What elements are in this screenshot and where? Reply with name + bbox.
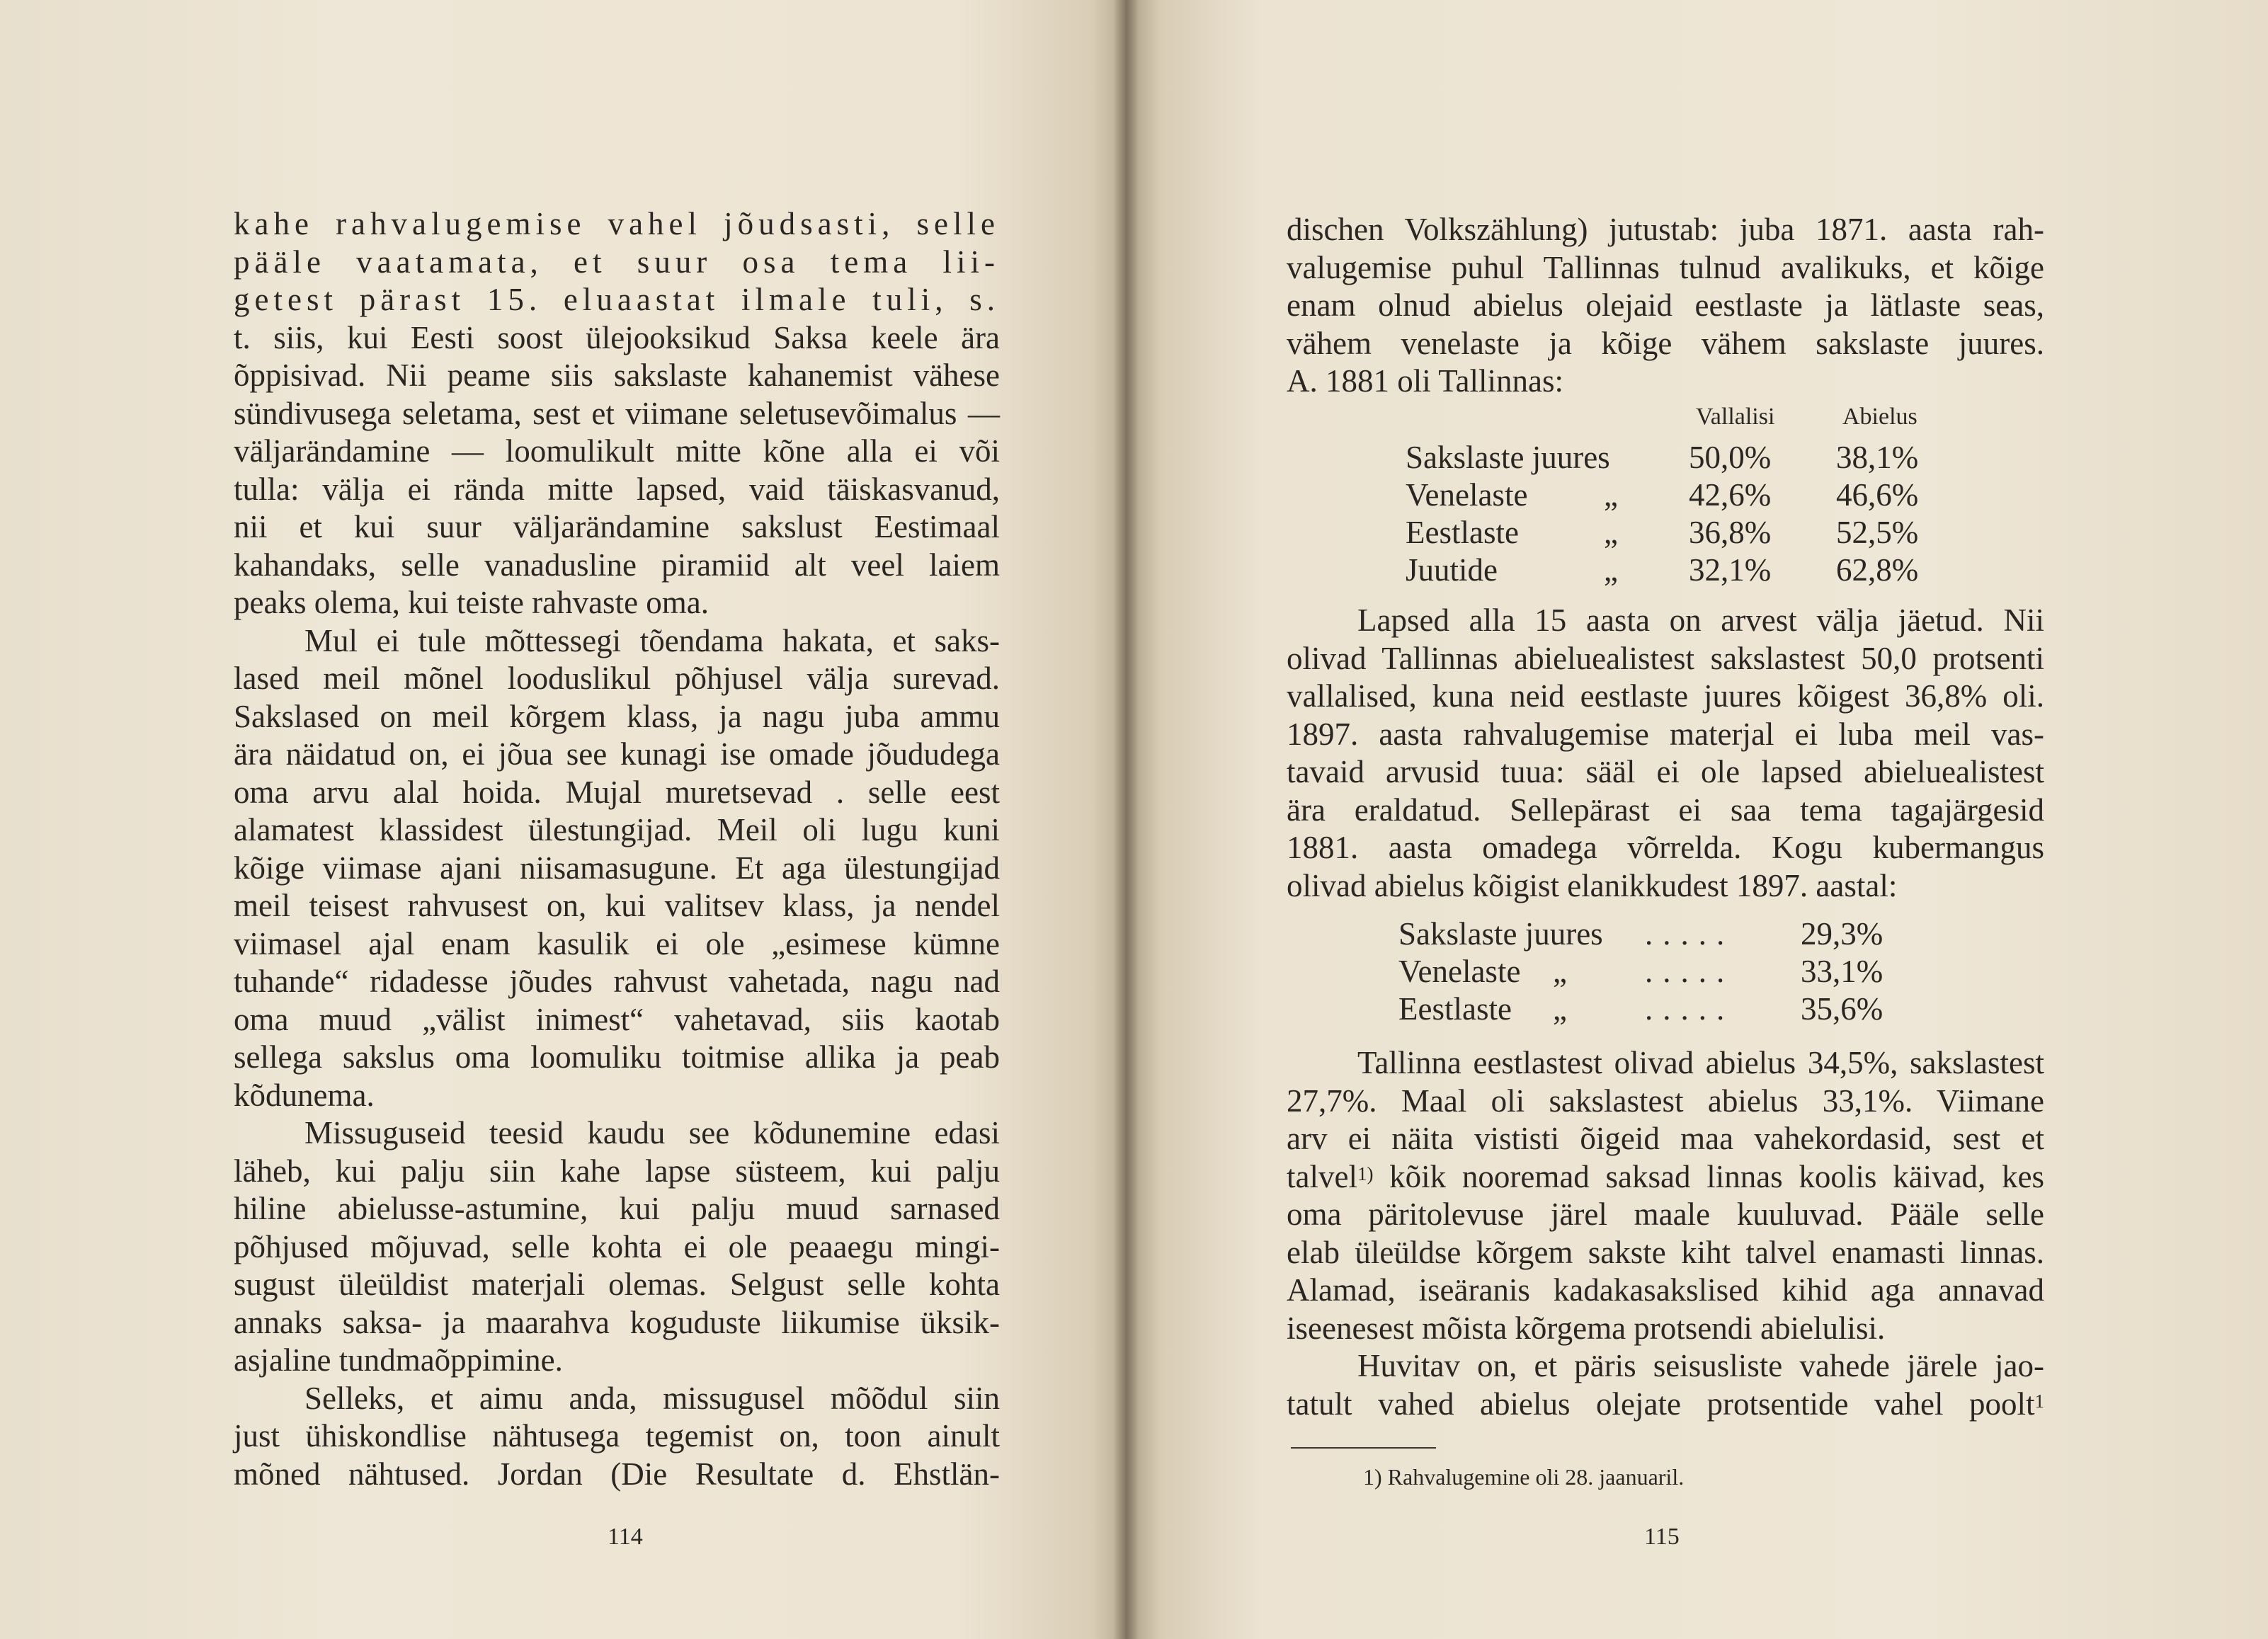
text-line: 1881. aasta omadega võrrelda. Kogu kubermangus bbox=[1287, 830, 2044, 865]
text-line: hiline abielusse-astumine, kui palju muud sarnased bbox=[234, 1191, 1000, 1226]
footnote-divider bbox=[1291, 1447, 1436, 1449]
text-fragment: tatult vahed abielus olejate protsentide vahel poolt bbox=[1287, 1386, 2035, 1422]
text-line: 27,7%. Maal oli sakslastest abielus 33,1%. Viimane bbox=[1287, 1083, 2044, 1119]
cell-single: 36,8% bbox=[1689, 515, 1772, 550]
text-line: peaks olema, kui teiste rahvaste oma. bbox=[234, 585, 710, 620]
table-row bbox=[1398, 915, 1937, 953]
row-label: Eestlaste bbox=[1398, 991, 1512, 1027]
leader-dots: ..... bbox=[1645, 991, 1735, 1027]
text-line: tavaid arvusid tuua: sääl ei ole lapsed abieluealistest bbox=[1287, 754, 2044, 789]
text-line: põhjused mõjuvad, selle kohta ei ole peaaegu mingi- bbox=[234, 1228, 1000, 1264]
row-label: Juutide bbox=[1406, 552, 1498, 588]
table-row bbox=[1406, 514, 1986, 552]
text-line: ära näidatud on, ei jõua see kunagi ise omade jõududega bbox=[234, 736, 1000, 772]
page-number-right: 115 bbox=[1644, 1524, 1680, 1550]
text-line: annaks saksa- ja maarahva koguduste liikumise üksik- bbox=[234, 1304, 1000, 1340]
text-line: A. 1881 oli Tallinnas: bbox=[1287, 363, 1564, 399]
text-line: nii et kui suur väljarändamine sakslust Eestimaal bbox=[234, 509, 1000, 544]
text-line: 1897. aasta rahvalugemise materjal ei luba meil vas- bbox=[1287, 716, 2044, 752]
text-line: Lapsed alla 15 aasta on arvest välja jäetud. Nii bbox=[1357, 603, 2044, 638]
row-label: Sakslaste juures bbox=[1406, 440, 1610, 475]
text-line: arv ei näita vististi õigeid maa vahekordasid, sest et bbox=[1287, 1121, 2044, 1156]
text-line: asjaline tundmaõppimine. bbox=[234, 1342, 563, 1378]
text-line: väljarändamine — loomulikult mitte kõne alla ei või bbox=[234, 433, 1000, 469]
text-line: olivad Tallinnas abieluealistest sakslastest 50,0 protsenti bbox=[1287, 640, 2044, 676]
text-line: oma päritolevuse järel maale kuuluvad. Pääle selle bbox=[1287, 1197, 2044, 1232]
book-spine bbox=[1113, 0, 1139, 1639]
text-line: sündivusega seletama, sest et viimane seletusevõimalus — bbox=[234, 395, 1000, 431]
text-line: Missuguseid teesid kaudu see kõdunemine edasi bbox=[304, 1115, 1000, 1150]
text-line: just ühiskondlise nähtusega tegemist on, toon ainult bbox=[234, 1418, 1000, 1454]
cell-single: 42,6% bbox=[1689, 477, 1772, 513]
cell-value: 35,6% bbox=[1801, 991, 1884, 1027]
text-line: Sakslased on meil kõrgem klass, ja nagu juba ammu bbox=[234, 698, 1000, 734]
text-line: dischen Volkszählung) jutustab: juba 1871. aasta rah- bbox=[1287, 212, 2044, 247]
text-fragment: talvel bbox=[1287, 1158, 1357, 1194]
text-line: vähem venelaste ja kõige vähem sakslaste juures. bbox=[1287, 325, 2044, 361]
table-1897-province bbox=[1398, 915, 1937, 1028]
text-line: oma muud „välist inimest“ vahetavad, siis kaotab bbox=[234, 1001, 1000, 1037]
text-line: elab üleüldse kõrgem sakste kiht talvel enamasti linnas. bbox=[1287, 1234, 2044, 1270]
text-line: kõdunema. bbox=[234, 1077, 375, 1113]
table-row bbox=[1398, 953, 1937, 990]
cell-value: 29,3% bbox=[1801, 916, 1884, 952]
row-label: Venelaste bbox=[1406, 477, 1528, 513]
table-header bbox=[1406, 404, 1986, 439]
left-page-body bbox=[234, 205, 1000, 1493]
text-line: viimasel ajal enam kasulik ei ole „esimese kümne bbox=[234, 925, 1000, 961]
text-line: kahandaks, selle vanadusline piramiid alt veel laiem bbox=[234, 547, 1000, 583]
text-line: Tallinna eestlastest olivad abielus 34,5%, sakslastest bbox=[1357, 1045, 2044, 1080]
text-line: tulla: välja ei rända mitte lapsed, vaid täiskasvanud, bbox=[234, 471, 1000, 507]
text-line: getest pärast 15. eluaastat ilmale tuli, s. bbox=[234, 282, 1000, 317]
leader-dots: ..... bbox=[1645, 916, 1735, 952]
text-line-with-footnote bbox=[1287, 1158, 2044, 1197]
cell-single: 32,1% bbox=[1689, 552, 1772, 588]
cell-married: 62,8% bbox=[1836, 552, 1919, 588]
text-line: kahe rahvalugemise vahel jõudsasti, selle bbox=[234, 206, 1000, 241]
cell-married: 46,6% bbox=[1836, 477, 1919, 513]
text-line: sellega sakslus oma loomuliku toitmise allika ja peab bbox=[234, 1039, 1000, 1075]
cell-married: 52,5% bbox=[1836, 515, 1919, 550]
text-line: pääle vaatamata, et suur osa tema lii- bbox=[234, 244, 1000, 280]
cell-married: 38,1% bbox=[1836, 440, 1919, 475]
ditto-mark: „ bbox=[1604, 552, 1618, 588]
text-line: Mul ei tule mõttessegi tõendama hakata, et saks- bbox=[304, 622, 1000, 658]
row-label: Venelaste bbox=[1398, 954, 1521, 989]
text-line: vallalised, kuna neid eestlaste juures kõigest 36,8% oli. bbox=[1287, 678, 2044, 714]
text-line: õppisivad. Nii peame siis sakslaste kahanemist vähese bbox=[234, 358, 1000, 393]
text-line: t. siis, kui Eesti soost ülejooksikud Saksa keele ära bbox=[234, 319, 1000, 355]
row-label: Eestlaste bbox=[1406, 515, 1519, 550]
ditto-mark: „ bbox=[1553, 991, 1567, 1027]
text-fragment: kõik nooremad saksad linnas koolis käivad, kes bbox=[1373, 1158, 2044, 1194]
table-row bbox=[1406, 552, 1986, 589]
text-line: enam olnud abielus olejaid eestlaste ja lätlaste seas, bbox=[1287, 287, 2044, 323]
text-line: läheb, kui palju siin kahe lapse süsteem, kui palju bbox=[234, 1153, 1000, 1189]
text-line: tuhande“ ridadesse jõudes rahvust vahetada, nagu nad bbox=[234, 964, 1000, 999]
table-row bbox=[1406, 439, 1986, 476]
text-line: Huvitav on, et päris seisusliste vahede järele jao- bbox=[1357, 1348, 2044, 1383]
table-row bbox=[1406, 476, 1986, 514]
right-page-intro bbox=[1287, 211, 2044, 401]
text-line: alamatest klassidest ülestungijad. Meil oli lugu kuni bbox=[234, 812, 1000, 847]
footnote-ref[interactable]: 1) bbox=[1357, 1163, 1374, 1184]
text-line: ära eraldatud. Sellepärast ei saa tema tagajärgesid bbox=[1287, 792, 2044, 828]
right-page-middle bbox=[1287, 602, 2044, 905]
text-line: valugemise puhul Tallinnas tulnud avalikuks, et kõige bbox=[1287, 249, 2044, 285]
text-line: iseenesest mõista kõrgema protsendi abielulisi. bbox=[1287, 1310, 1886, 1346]
text-line: lased meil mõnel looduslikul põhjusel välja surevad. bbox=[234, 661, 1000, 696]
footnote-ref: 1 bbox=[2034, 1390, 2044, 1412]
ditto-mark: „ bbox=[1604, 515, 1618, 550]
text-line: sugust üleüldist materjali olemas. Selgust selle kohta bbox=[234, 1267, 1000, 1302]
cell-value: 33,1% bbox=[1801, 954, 1884, 989]
table-1881-tallinn bbox=[1406, 404, 1986, 589]
cell-single: 50,0% bbox=[1689, 440, 1772, 475]
ditto-mark: „ bbox=[1604, 477, 1618, 513]
ditto-mark: „ bbox=[1553, 954, 1567, 989]
text-line-with-footnote bbox=[1287, 1386, 2044, 1424]
column-header-single: Vallalisi bbox=[1696, 404, 1775, 430]
text-line: mõned nähtused. Jordan (Die Resultate d. Ehstlän- bbox=[234, 1456, 1000, 1492]
column-header-married: Abielus bbox=[1842, 404, 1917, 430]
footnote: 1) Rahvalugemine oli 28. jaanuaril. bbox=[1363, 1464, 1685, 1490]
text-line: Alamad, iseäranis kadakasakslised kihid aga annavad bbox=[1287, 1272, 2044, 1308]
right-page-closing bbox=[1287, 1044, 2044, 1423]
page-number-left: 114 bbox=[608, 1524, 643, 1550]
leader-dots: ..... bbox=[1645, 954, 1735, 989]
text-line: olivad abielus kõigist elanikkudest 1897. aastal: bbox=[1287, 867, 1898, 903]
text-line: kõige viimase ajani niisamasugune. Et aga ülestungijad bbox=[234, 850, 1000, 886]
row-label: Sakslaste juures bbox=[1398, 916, 1603, 952]
text-line: Selleks, et aimu anda, missugusel mõõdul siin bbox=[304, 1380, 1000, 1416]
text-line: meil teisest rahvusest on, kui valitsev klass, ja nendel bbox=[234, 888, 1000, 923]
table-row bbox=[1398, 990, 1937, 1028]
text-line: oma arvu alal hoida. Mujal muretsevad . selle eest bbox=[234, 774, 1000, 810]
